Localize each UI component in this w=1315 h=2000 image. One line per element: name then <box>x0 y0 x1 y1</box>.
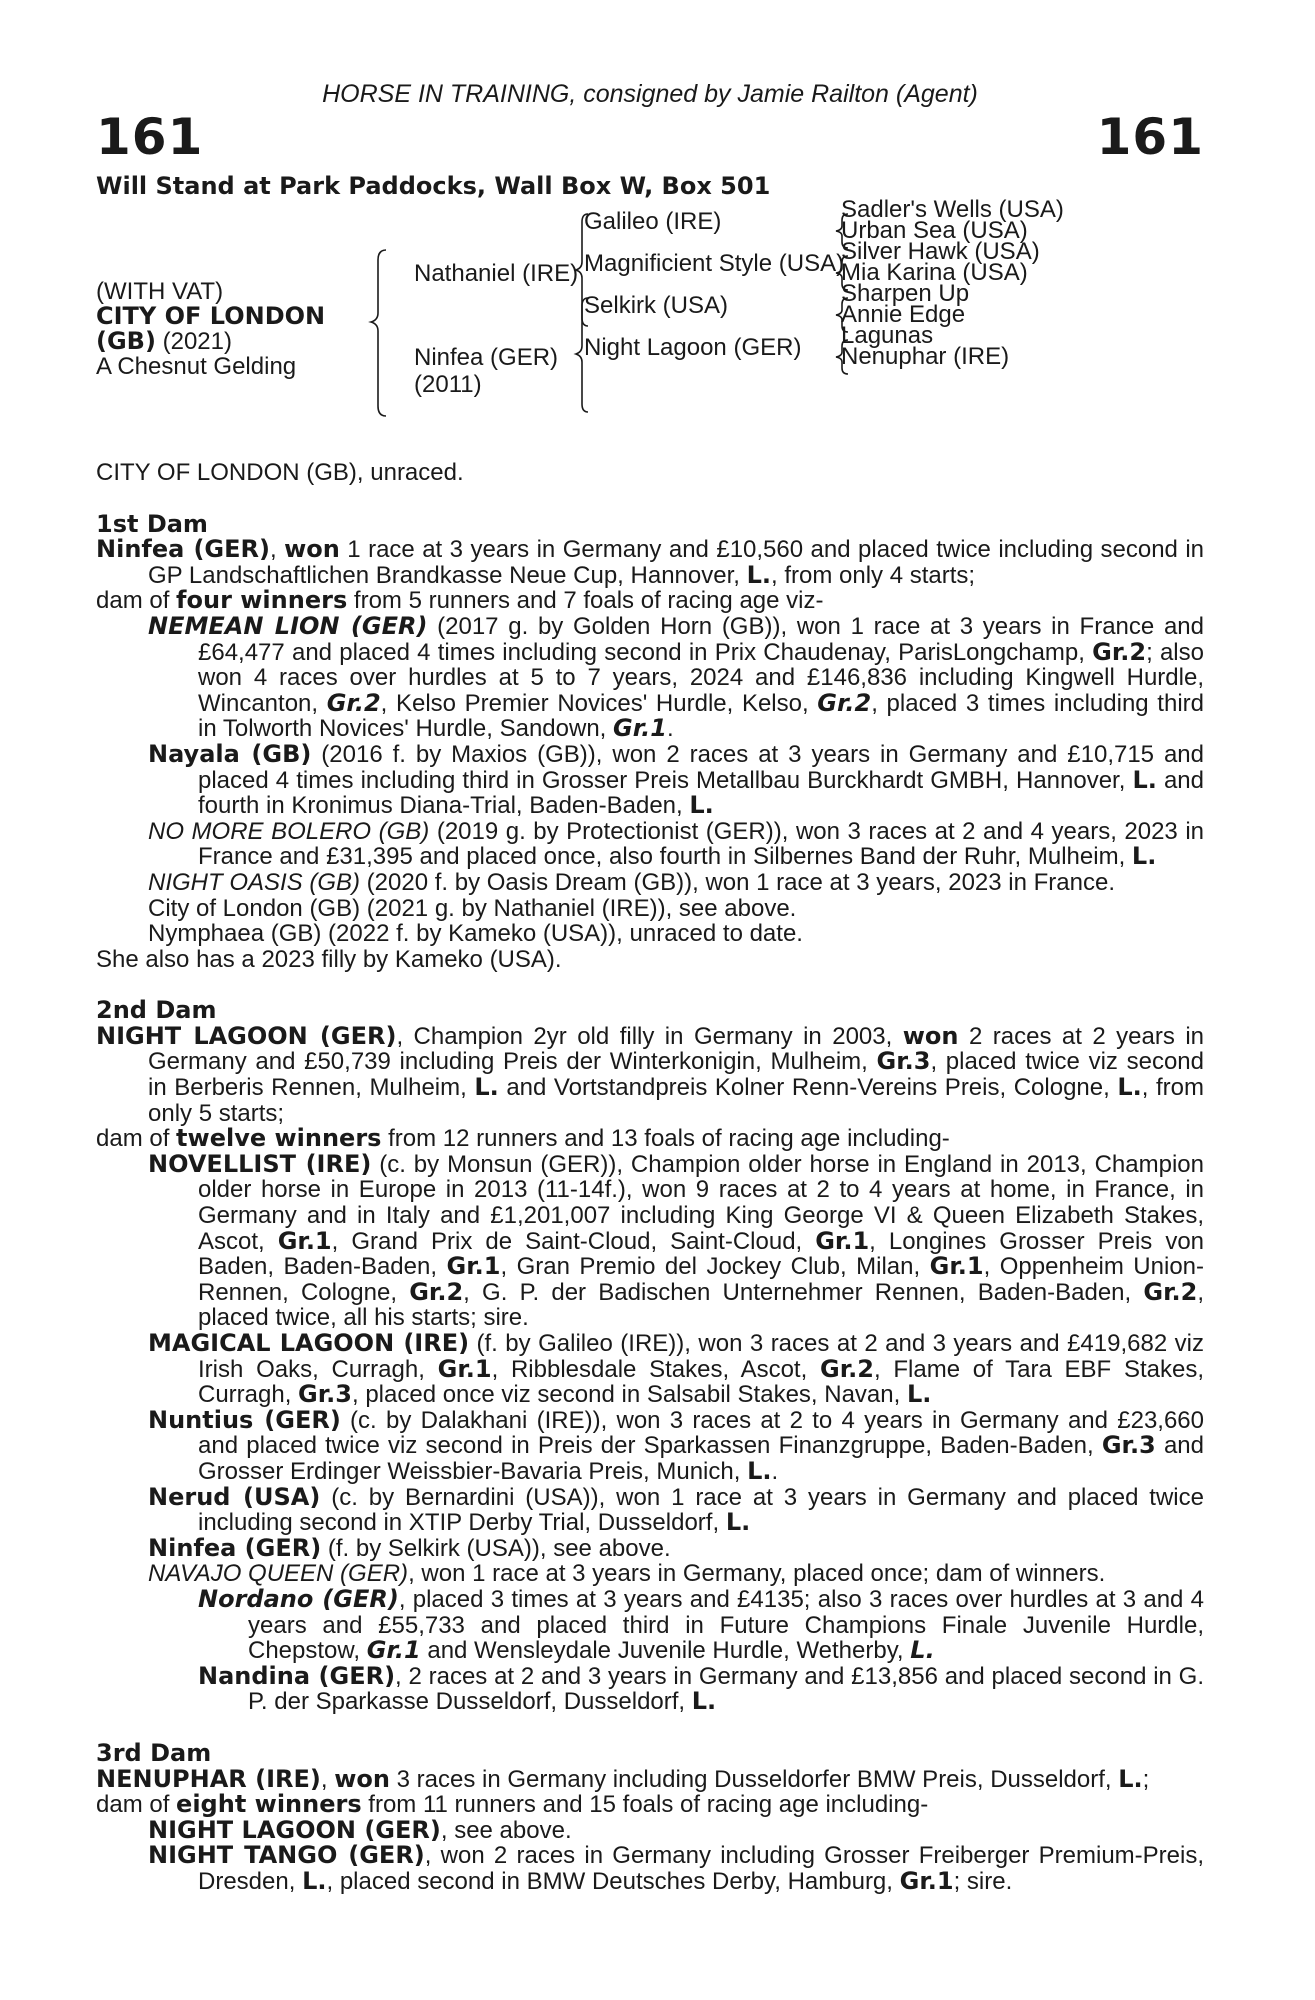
catalogue-page <box>96 0 1204 2000</box>
sire-name: Nathaniel (IRE) <box>414 260 579 287</box>
progeny-entry: MAGICAL LAGOON (IRE) (f. by Galileo (IRE)), won 3 races at 2 and 3 years and £419,682 viz Irish Oaks, Curragh, Gr.1, Ribblesdale Stakes, Ascot, Gr.2, Flame of Tara EBF Stakes, Curragh, Gr.3, placed once viz second in Salsabil Stakes, Navan, L. <box>148 1329 1204 1409</box>
dam-dam: Night Lagoon (GER) <box>584 334 802 361</box>
second-dam-produce-summary: dam of twelve winners from 12 runners and 13 foals of racing age including- <box>96 1124 950 1153</box>
dam-year: (2011) <box>414 371 482 398</box>
race-record: CITY OF LONDON (GB), unraced. <box>96 459 464 486</box>
progeny-entry: Nuntius (GER) (c. by Dalakhani (IRE)), won 3 races at 2 to 4 years in Germany and £23,660 and placed twice viz second in Preis der Sparkassen Finanzgruppe, Baden-Baden, Gr.3 and Grosser Erdinger Weissbier-Bavaria Preis, Munich, L.. <box>148 1405 1204 1485</box>
sire-sire: Galileo (IRE) <box>584 208 722 235</box>
progeny-entry: NEMEAN LION (GER) (2017 g. by Golden Horn (GB)), won 1 race at 3 years in France and £64,477 and placed 4 times including second in Prix Chaudenay, ParisLongchamp, Gr.2; also won 4 races over hurdles at 5 to 7 years, 2024 and £146,836 including Kingwell Hurdle, Wincanton, Gr.2, Kelso Premier Novices' Hurdle, Kelso, Gr.2, placed 3 times including third in Tolworth Novices' Hurdle, Sandown, Gr.1. <box>148 611 1205 743</box>
progeny-entry: Nymphaea (GB) (2022 f. by Kameko (USA)), unraced to date. <box>148 920 803 948</box>
horse-description: A Chesnut Gelding <box>96 353 297 380</box>
gen3-dss: Sharpen Up <box>841 280 970 307</box>
progeny-entry: NO MORE BOLERO (GB) (2019 g. by Protectionist (GER)), won 3 races at 2 and 4 years, 2023 in France and £31,395 and placed once, also fourth in Silbernes Band der Ruhr, Mulheim, L. <box>148 817 1204 871</box>
also-has-note: She also has a 2023 filly by Kameko (USA). <box>96 945 562 973</box>
horse-year: (2021) <box>162 328 232 355</box>
second-dam-summary: NIGHT LAGOON (GER), Champion 2yr old filly in Germany in 2003, won 2 races at 2 years in Germany and £50,739 including Preis der Winterkonigin, Mulheim, Gr.3, placed twice viz second in Berberis Rennen, Mulheim, L. and Vortstandpreis Kolner Renn-Vereins Preis, Cologne, L., from only 5 starts; <box>96 1021 1204 1127</box>
first-dam-summary: Ninfea (GER), won 1 race at 3 years in Germany and £10,560 and placed twice including second in GP Landschaftlichen Brandkasse Neue Cup, Hannover, L., from only 4 starts; <box>96 535 1205 589</box>
progeny-entry: Ninfea (GER) (f. by Selkirk (USA)), see above. <box>148 1533 671 1562</box>
second-dam-heading: 2nd Dam <box>96 996 217 1025</box>
gen3-sds: Silver Hawk (USA) <box>841 238 1040 265</box>
horse-name: CITY OF LONDON <box>96 302 326 330</box>
third-dam-heading: 3rd Dam <box>96 1738 212 1767</box>
horse-origin: (GB) <box>96 327 156 355</box>
dam-name: Ninfea (GER) <box>414 344 559 371</box>
lot-number-left: 161 <box>96 108 204 166</box>
stabling-location: Will Stand at Park Paddocks, Wall Box W, Box 501 <box>96 172 771 200</box>
grand-progeny-entry: Nordano (GER), placed 3 times at 3 years and £4135; also 3 races over hurdles at 3 and 4 years and £55,733 and placed third in Future Champions Finale Juvenile Hurdle, Chepstow, Gr.1 and Wensleydale Juvenile Hurdle, Wetherby, L. <box>198 1584 1205 1665</box>
third-dam-produce-summary: dam of eight winners from 11 runners and 15 foals of racing age including- <box>96 1790 929 1819</box>
gen3-dsd: Annie Edge <box>841 301 966 328</box>
horse-origin-year <box>96 328 232 356</box>
progeny-entry: NIGHT LAGOON (GER), see above. <box>148 1815 572 1844</box>
pedigree-table <box>96 196 1204 428</box>
progeny-entry: Nayala (GB) (2016 f. by Maxios (GB)), won 2 races at 3 years in Germany and £10,715 and placed 4 times including third in Grosser Preis Metallbau Burckhardt GMBH, Hannover, L. and fourth in Kronimus Diana-Trial, Baden-Baden, L. <box>148 739 1205 820</box>
dam-sire: Selkirk (USA) <box>584 292 729 319</box>
third-dam-summary: NENUPHAR (IRE), won 3 races in Germany including Dusseldorfer BMW Preis, Dusseldorf, L.; <box>96 1764 1150 1793</box>
first-dam-heading: 1st Dam <box>96 509 208 538</box>
gen3-sss: Sadler's Wells (USA) <box>841 196 1064 223</box>
gen3-ddd: Nenuphar (IRE) <box>841 343 1010 370</box>
progeny-entry: NIGHT OASIS (GB) (2020 f. by Oasis Dream (GB)), won 1 race at 3 years, 2023 in France. <box>148 868 1115 896</box>
lot-subtitle: HORSE IN TRAINING, consigned by Jamie Railton (Agent) <box>322 80 978 108</box>
vat-status: (WITH VAT) <box>96 278 224 305</box>
progeny-entry: NOVELLIST (IRE) (c. by Monsun (GER)), Champion older horse in England in 2013, Champion older horse in Europe in 2013 (11-14f.), won 9 races at 2 to 4 years at home, in France, in Germany and in Italy and £1,201,007 including King George VI & Queen Elizabeth Stakes, Ascot, Gr.1, Grand Prix de Saint-Cloud, Saint-Cloud, Gr.1, Longines Grosser Preis von Baden, Baden-Baden, Gr.1, Gran Premio del Jockey Club, Milan, Gr.1, Oppenheim Union-Rennen, Cologne, Gr.2, G. P. der Badischen Unternehmer Rennen, Baden-Baden, Gr.2, placed twice, all his starts; sire. <box>148 1149 1205 1332</box>
gen3-dds: Lagunas <box>841 322 934 349</box>
progeny-entry: NAVAJO QUEEN (GER), won 1 race at 3 years in Germany, placed once; dam of winners. <box>148 1560 1106 1588</box>
first-dam-produce-summary: dam of four winners from 5 runners and 7 foals of racing age viz- <box>96 586 824 615</box>
progeny-entry: Nerud (USA) (c. by Bernardini (USA)), won 1 race at 3 years in Germany and placed twice including second in XTIP Derby Trial, Dusseldorf, L. <box>148 1482 1204 1537</box>
lot-number-right: 161 <box>1096 108 1204 166</box>
gen3-sdd: Mia Karina (USA) <box>841 259 1028 286</box>
progeny-entry: City of London (GB) (2021 g. by Nathaniel (IRE)), see above. <box>148 894 797 922</box>
grand-progeny-entry: Nandina (GER), 2 races at 2 and 3 years in Germany and £13,856 and placed second in G. P. der Sparkasse Dusseldorf, Dusseldorf, L. <box>198 1661 1205 1716</box>
gen3-ssd: Urban Sea (USA) <box>841 217 1028 244</box>
sire-dam: Magnificient Style (USA) <box>584 250 845 277</box>
catalogue-body <box>96 460 1204 1894</box>
progeny-entry: NIGHT TANGO (GER), won 2 races in Germany including Grosser Freiberger Premium-Preis, Dresden, L., placed second in BMW Deutsches Derby, Hamburg, Gr.1; sire. <box>148 1841 1204 1895</box>
